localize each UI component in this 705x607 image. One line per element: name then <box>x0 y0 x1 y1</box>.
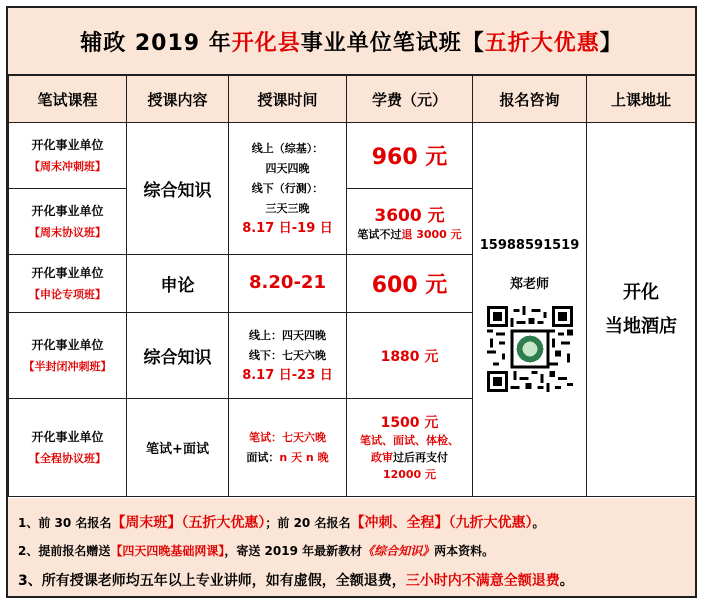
contact-teacher: 郑老师 <box>509 276 549 292</box>
course-cell <box>9 189 127 255</box>
note-line-1 <box>18 512 544 532</box>
content-cell: 综合知识 <box>127 313 229 399</box>
course-type: 【周末协议班】 <box>29 225 106 239</box>
time-value: 七天六晚 <box>282 430 326 444</box>
page-title <box>8 8 695 75</box>
title-part3: 事业单位笔试班【 <box>300 30 485 56</box>
time-line <box>229 448 346 468</box>
course-cell <box>9 123 127 189</box>
note-text: 。 <box>559 573 574 589</box>
time-date: 8.17 日-19 日 <box>242 220 333 236</box>
fee-note-refund: 退 3000 元 <box>401 228 462 241</box>
fee-cell <box>347 399 473 497</box>
fee-cell: 1880 元 <box>347 313 473 399</box>
header-fee: 学费（元） <box>347 76 473 123</box>
content-cell: 综合知识 <box>127 123 229 255</box>
note-highlight: 《综合知识》 <box>362 544 435 558</box>
note-text: 2、提前报名赠送 <box>18 544 111 558</box>
time-line: 线上：四天四晚 <box>249 328 326 342</box>
fee-note-text <box>347 449 472 466</box>
note-line-3 <box>18 570 574 590</box>
course-table <box>8 75 696 497</box>
time-cell <box>229 255 347 313</box>
course-name: 开化事业单位 <box>31 429 104 444</box>
time-label: 笔试： <box>249 430 282 444</box>
time-line: 四天四晚 <box>265 161 310 175</box>
fee-cell: 960 元 <box>347 123 473 189</box>
time-line: 线下（行测）： <box>251 181 324 195</box>
header-course: 笔试课程 <box>9 76 127 123</box>
course-type: 【申论专项班】 <box>29 287 106 301</box>
time-line: 三天三晚 <box>265 201 310 215</box>
fee-amount: 3600 元 <box>374 206 445 226</box>
note-text: 两本资料。 <box>434 544 495 558</box>
time-line: 线下：七天六晚 <box>249 348 326 362</box>
contact-phone: 15988591519 <box>479 237 580 253</box>
time-cell <box>229 123 347 255</box>
course-name: 开化事业单位 <box>31 265 104 280</box>
header-time: 授课时间 <box>229 76 347 123</box>
time-date: 8.17 日-23 日 <box>242 367 333 383</box>
title-part4: 五折大优惠 <box>484 30 600 56</box>
address-cell <box>587 123 696 497</box>
course-cell <box>9 255 127 313</box>
fee-note-text: 笔试不过 <box>357 228 402 241</box>
time-line: 线上（综基）： <box>251 141 324 155</box>
address-line: 开化 <box>623 281 659 303</box>
note-line-2 <box>18 542 494 559</box>
note-text: 3、所有授课老师均五年以上专业讲师，如有虚假，全额退费， <box>18 573 406 589</box>
header-address: 上课地址 <box>587 76 696 123</box>
content-cell: 申论 <box>127 255 229 313</box>
note-highlight: 【四天四晚基础网课】 <box>110 544 225 558</box>
fee-note <box>347 226 472 242</box>
course-type: 【半封闭冲刺班】 <box>23 359 112 373</box>
table-row <box>9 123 696 189</box>
note-text: 。 <box>532 516 545 530</box>
course-cell <box>9 313 127 399</box>
header-content: 授课内容 <box>127 76 229 123</box>
content-cell: 笔试+面试 <box>127 399 229 497</box>
time-cell <box>229 399 347 497</box>
fee-note-text: 笔试、面试、体检、 <box>360 434 459 447</box>
fee-cell <box>347 189 473 255</box>
note-highlight: 三小时内不满意全额退费 <box>405 573 560 589</box>
title-part1: 辅政 2019 年 <box>80 30 232 56</box>
title-part2: 开化县 <box>231 30 301 56</box>
course-name: 开化事业单位 <box>31 137 104 152</box>
course-name: 开化事业单位 <box>31 337 104 352</box>
time-label: 面试： <box>246 450 280 464</box>
fee-note-black: 过后再支付 <box>393 451 448 464</box>
header-contact: 报名咨询 <box>473 76 587 123</box>
course-type: 【全程协议班】 <box>29 451 106 465</box>
note-highlight: 【冲刺、全程】（九折大优惠） <box>350 515 533 531</box>
note-highlight: 【周末班】（五折大优惠） <box>111 515 266 531</box>
table-header-row <box>9 76 696 123</box>
time-value: n 天 n 晚 <box>279 450 329 464</box>
note-text: 1、前 30 名报名 <box>18 516 112 530</box>
poster <box>6 6 697 598</box>
contact-cell <box>473 123 587 497</box>
note-text: ；前 20 名报名 <box>265 516 351 530</box>
notes-section <box>8 498 695 596</box>
course-name: 开化事业单位 <box>31 203 104 218</box>
fee-note-amount: 12000 元 <box>382 468 437 481</box>
address-line: 当地酒店 <box>605 315 677 337</box>
time-cell <box>229 313 347 399</box>
time-line <box>229 428 346 448</box>
course-type: 【周末冲刺班】 <box>29 159 106 173</box>
time-date: 8.20-21 <box>249 271 326 293</box>
fee-amount: 1500 元 <box>380 415 439 431</box>
fee-note-red: 政审 <box>371 451 393 464</box>
fee-cell: 600 元 <box>347 255 473 313</box>
course-cell <box>9 399 127 497</box>
note-text: ，寄送 2019 年最新教材 <box>224 544 363 558</box>
qr-code-icon <box>487 306 573 392</box>
title-part5: 】 <box>599 30 623 56</box>
